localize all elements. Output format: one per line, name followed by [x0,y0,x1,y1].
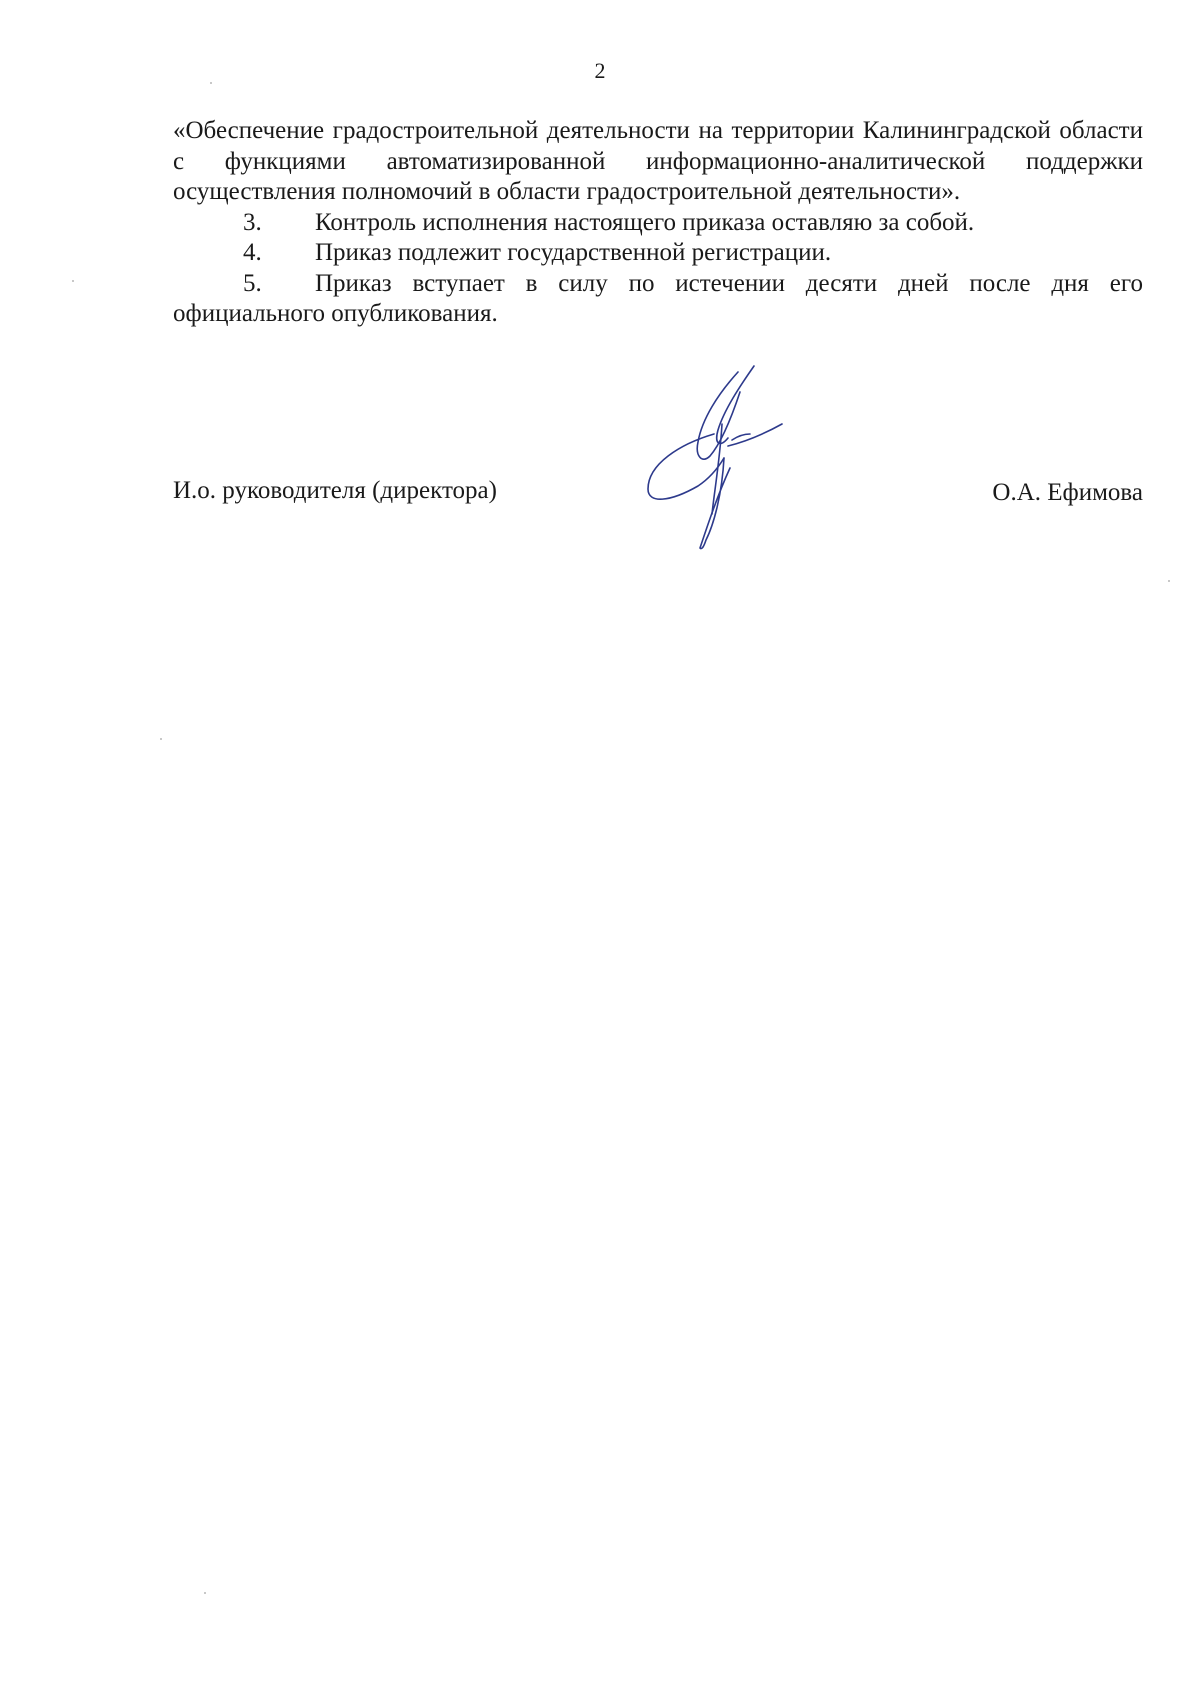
scan-speck [1168,580,1170,582]
item-text: Контроль исполнения настоящего приказа оставляю за собой. [315,208,975,236]
item-number: 4. [243,239,262,266]
signatory-name: О.А. Ефимова [992,479,1143,506]
continued-paragraph: «Обеспечение градостроительной деятельности на территории Калининградской области с функциями автоматизированной информационно-аналитической поддержки осуществления полномочий в области градостроительной деятельности». [173,117,1143,205]
list-item-5 [173,269,1143,330]
scan-speck [160,738,162,740]
item-number: 5. [243,269,262,297]
document-body [173,116,1143,330]
scan-speck [204,1592,206,1594]
item-number: 3. [243,208,262,236]
list-item-3 [173,208,1143,239]
scan-speck [72,280,74,282]
page-number: 2 [594,58,606,83]
list-item-4 [173,238,1143,269]
handwritten-signature [640,364,810,564]
signatory-role: И.о. руководителя (директора) [173,477,497,504]
item-text: Приказ вступает в силу по истечении десяти дней после дня его официального опубликования. [173,269,1143,327]
item-text: Приказ подлежит государственной регистрации. [315,239,832,266]
scan-speck [210,82,212,84]
